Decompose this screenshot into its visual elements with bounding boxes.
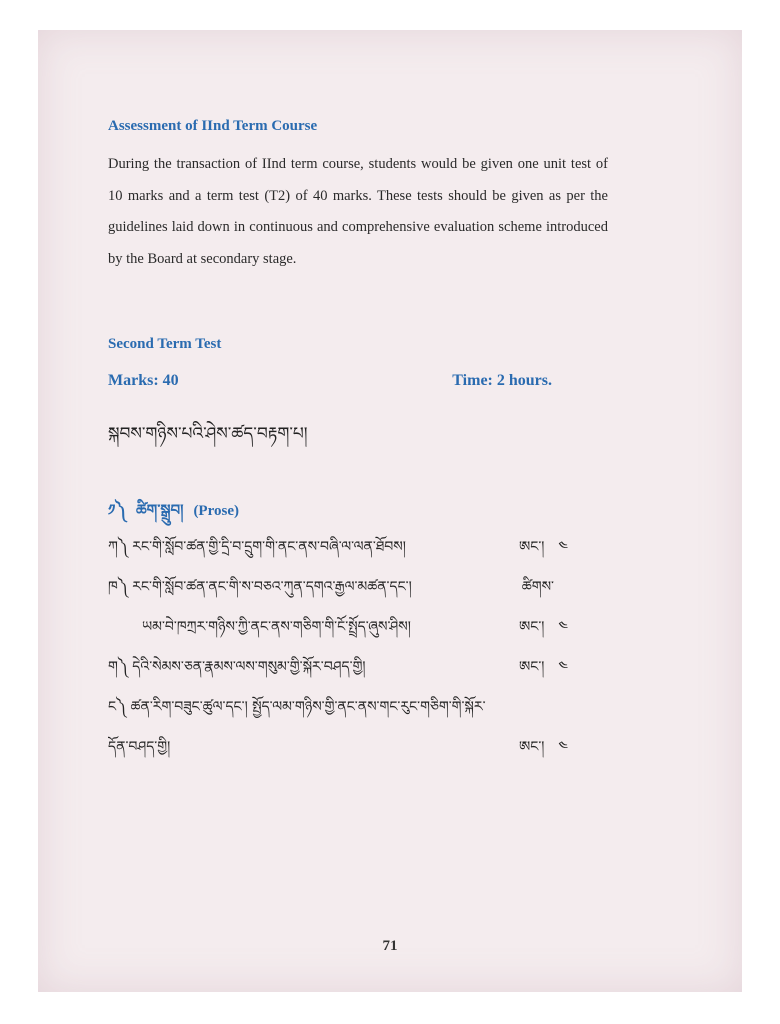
assessment-paragraph: During the transaction of IInd term course, students would be given one unit test of 10 marks and a term test (T2) of 40 marks. These tests should be given as per the guidelines laid down in continuous and comprehensive evaluation scheme introduced by the Board at secondary stage. bbox=[108, 156, 608, 267]
question-row bbox=[108, 730, 568, 770]
question-text: ཡམ་བེ་ཁཀྲར་གཉིས་ཀྱི་ནང་ནས་གཅིག་གི་ངོ་སྤྲོད་ཞུས་ཤིས། bbox=[142, 619, 411, 635]
question-mark bbox=[509, 730, 568, 770]
mark-word: ཨང་། bbox=[519, 739, 545, 755]
marks-label: Marks: 40 bbox=[108, 372, 179, 389]
second-term-test-heading: Second Term Test bbox=[108, 336, 222, 352]
question-row bbox=[108, 650, 568, 690]
question-text: ཁ༽ རང་གི་སློབ་ཚན་ནང་གི་ས་བཅའ་ཀུན་དགའ་རྒྱལ་མཚན་དང་། bbox=[108, 579, 412, 595]
mark-number: ༤ bbox=[558, 539, 568, 555]
question-text: ག༽ དེའི་སེམས་ཅན་རྣམས་ལས་གསུམ་གྱི་སྐོར་བཤད་གྱི། bbox=[108, 659, 366, 675]
mark-word: ཨང་། bbox=[519, 539, 545, 555]
question-row bbox=[108, 610, 568, 650]
question-list bbox=[108, 530, 568, 770]
question-mark bbox=[509, 650, 568, 690]
question-text: ང༽ ཚན་རིག་བཟུང་ཚུལ་དང་། སྤྱོད་ལམ་གཉིས་གྱི་ནང་ནས་གང་རུང་གཅིག་གི་སྐོར་ bbox=[108, 699, 486, 715]
prose-tibetan-label: ཚིག་སྒྲུབ། bbox=[135, 501, 184, 519]
question-text: ཀ༽ རང་གི་སློབ་ཚན་གྱི་དྲི་བ་དྲུག་གི་ནང་ནས་བཞི་ལ་ལན་ཐོབས། bbox=[108, 539, 406, 555]
mark-word: ཨང་། bbox=[519, 619, 545, 635]
assessment-section bbox=[108, 118, 608, 290]
time-label: Time: 2 hours. bbox=[452, 372, 552, 389]
mark-number: ༤ bbox=[558, 659, 568, 675]
prose-number: ༡༽ bbox=[108, 501, 126, 519]
question-mark bbox=[509, 530, 568, 570]
marks-time-row bbox=[108, 372, 552, 390]
mark-number: ༤ bbox=[558, 619, 568, 635]
document-page bbox=[38, 30, 742, 992]
mark-word: ཨང་། bbox=[519, 659, 545, 675]
page-number: 71 bbox=[382, 938, 398, 954]
assessment-heading: Assessment of IInd Term Course bbox=[108, 118, 318, 134]
mark-word: ཚིགས་ bbox=[521, 579, 554, 595]
tibetan-test-title: སྐབས་གཉིས་པའི་ཤེས་ཚད་བརྟག་པ། bbox=[108, 424, 308, 444]
question-row bbox=[108, 530, 568, 570]
question-text: དོན་བཤད་གྱི། bbox=[108, 739, 171, 755]
question-mark bbox=[512, 570, 568, 610]
mark-number: ༤ bbox=[558, 739, 568, 755]
question-row bbox=[108, 690, 568, 730]
prose-label: (Prose) bbox=[193, 503, 239, 519]
question-mark bbox=[509, 610, 568, 650]
question-row bbox=[108, 570, 568, 610]
